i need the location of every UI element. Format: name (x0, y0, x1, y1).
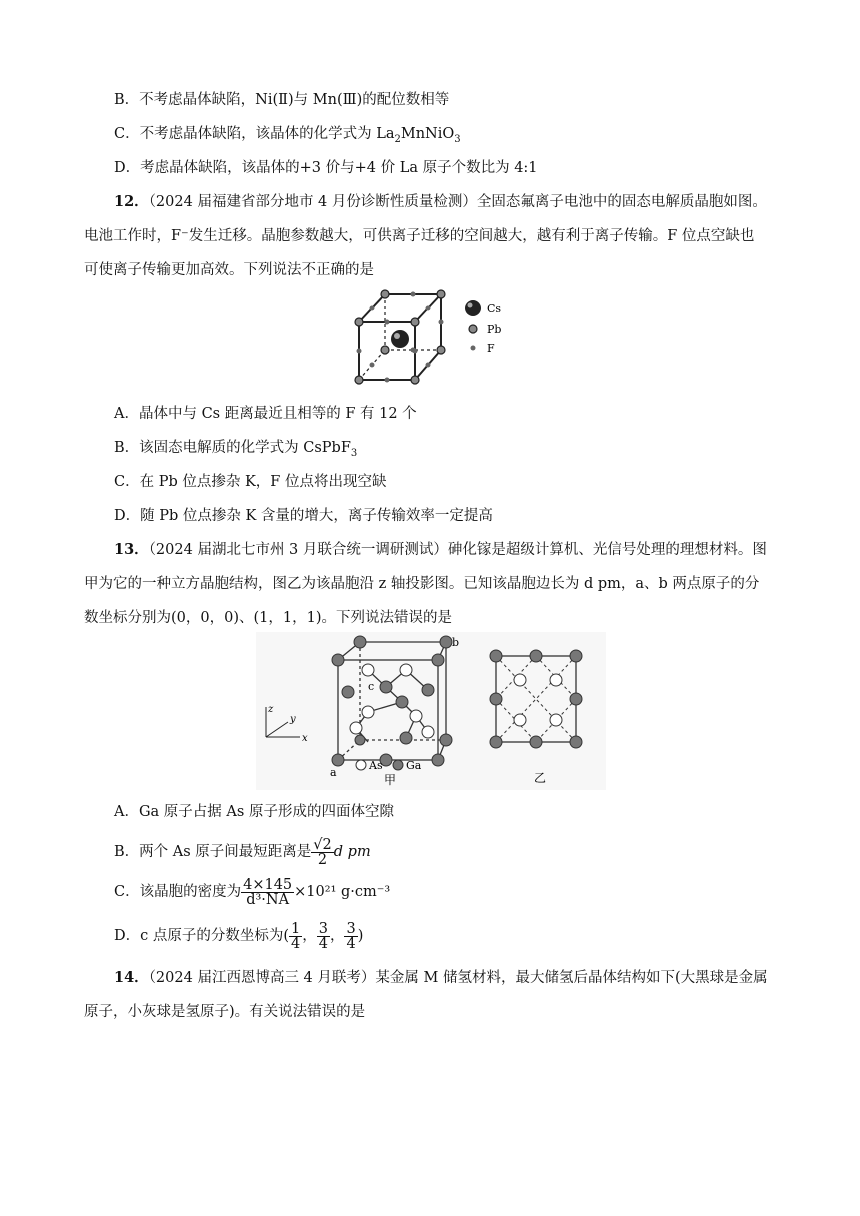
legend-as: As (369, 759, 383, 772)
q11-option-d: D．考虑晶体缺陷，该晶体的+3 价与+4 价 La 原子个数比为 4:1 (114, 160, 538, 176)
q13-crystal-figure (256, 632, 606, 790)
q13-option-c: C．该晶胞的密度为 $\frac{4\times 145}{\text{d³·NA}}$ ×10²¹ g·cm⁻³ (114, 876, 391, 908)
label-a: a (330, 766, 337, 779)
axis-x: x (302, 733, 308, 744)
legend-f: F (487, 342, 495, 355)
q12-stem-line1: 12．（2024 届福建省部分地市 4 月份诊断性质量检测）全固态氟离子电池中的固态电解质晶胞如图。 (114, 193, 767, 210)
label-b: b (452, 636, 460, 649)
frac-density: $\frac{4\times 145}{\text{d³·NA}}$ (243, 876, 293, 908)
frac-sqrt2-over-2: $\frac{√2}{2}$ (313, 836, 332, 868)
q14-number: 14． (114, 969, 149, 986)
q13-stem-line2: 甲为它的一种立方晶胞结构，图乙为该晶胞沿 z 轴投影图。已知该晶胞边长为 d pm，a、b 两点原子的分 (84, 576, 760, 592)
label-yi: 乙 (534, 771, 547, 785)
frac-coord-z: $\frac{3}{4}$ (346, 920, 356, 952)
axis-z: z (268, 704, 274, 715)
q13-stem-line3: 数坐标分别为(0，0，0)、(1，1，1)。下列说法错误的是 (84, 610, 452, 626)
q11-option-b: B．不考虑晶体缺陷，Ni(Ⅱ)与 Mn(Ⅲ)的配位数相等 (114, 92, 450, 108)
q12-stem-line2: 电池工作时，F⁻发生迁移。晶胞参数越大，可供离子迁移的空间越大，越有利于离子传输。F 位点空缺也 (84, 228, 755, 244)
legend-ga: Ga (406, 759, 422, 772)
frac-coord-x: $\frac{1}{4}$ (291, 920, 301, 952)
q11-option-c: C．不考虑晶体缺陷，该晶体的化学式为 $La_2MnNiO_3$ (114, 126, 461, 145)
q12-number: 12． (114, 193, 149, 210)
q14-stem-line2: 原子，小灰球是氢原子)。有关说法错误的是 (84, 1004, 366, 1020)
q12-option-b: B．该固态电解质的化学式为 CsPbF$_3$ (114, 440, 358, 459)
q13-option-d: D．c 点原子的分数坐标为( $\frac{1}{4}$ ， $\frac{3}{4}$ ， $\frac{3}{4}$ ) (114, 920, 364, 952)
frac-coord-y: $\frac{3}{4}$ (318, 920, 328, 952)
q12-stem-line3: 可使离子传输更加高效。下列说法不正确的是 (84, 262, 374, 278)
axis-y: y (290, 714, 296, 725)
q13-option-b: B．两个 As 原子间最短距离是 $\frac{√2}{2}$ d pm (114, 836, 371, 868)
q12-option-c: C．在 Pb 位点掺杂 K，F 位点将出现空缺 (114, 474, 387, 490)
q12-crystal-figure (345, 284, 515, 392)
q13-number: 13． (114, 541, 149, 558)
label-c: c (368, 680, 375, 693)
q12-option-d: D．随 Pb 位点掺杂 K 含量的增大，离子传输效率一定提高 (114, 508, 493, 524)
label-jia: 甲 (384, 773, 397, 787)
q13-option-a: A．Ga 原子占据 As 原子形成的四面体空隙 (114, 804, 394, 820)
legend-pb: Pb (487, 323, 502, 336)
q13-stem-line1: 13．（2024 届湖北七市州 3 月联合统一调研测试）砷化镓是超级计算机、光信号处理的理想材料。图 (114, 541, 767, 558)
legend-cs: Cs (487, 302, 502, 315)
q14-stem-line1: 14．（2024 届江西恩博高三 4 月联考）某金属 M 储氢材料，最大储氢后晶体结构如下(大黑球是金属 (114, 969, 768, 986)
q12-option-a: A．晶体中与 Cs 距离最近且相等的 F 有 12 个 (114, 406, 417, 422)
